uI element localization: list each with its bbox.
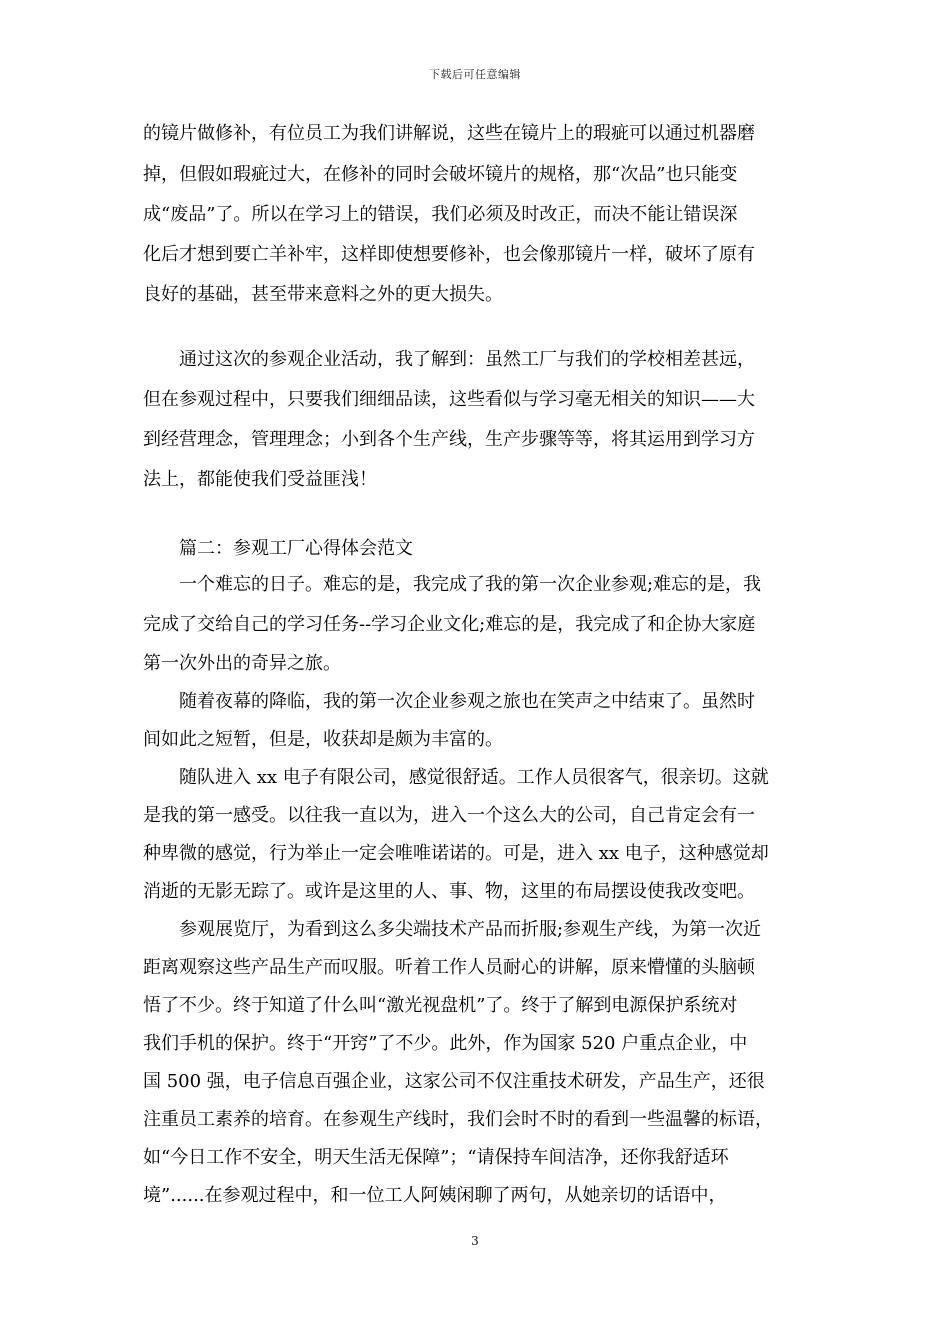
text-line: 通过这次的参观企业活动，我了解到：虽然工厂与我们的学校相差甚远，: [179, 349, 755, 370]
text-line: 但在参观过程中，只要我们细细品读，这些看似与学习毫无相关的知识——大: [143, 389, 755, 410]
text-line: 随着夜幕的降临，我的第一次企业参观之旅也在笑声之中结束了。虽然时: [179, 691, 755, 712]
text-line: 距离观察这些产品生产而叹服。听着工作人员耐心的讲解，原来懵懂的头脑顿: [143, 957, 755, 978]
page-number: 3: [471, 1234, 479, 1248]
text-line: 注重员工素养的培育。在参观生产线时，我们会时不时的看到一些温馨的标语，: [143, 1109, 773, 1130]
text-line: 悟了不少。终于知道了什么叫“激光视盘机”了。终于了解到电源保护系统对: [143, 995, 738, 1016]
text-line: 法上，都能使我们受益匪浅！: [143, 469, 377, 490]
text-line: 掉，但假如瑕疵过大，在修补的同时会破坏镜片的规格，那“次品”也只能变: [143, 164, 738, 185]
text-line: 我们手机的保护。终于“开窍”了不少。此外，作为国家 520 户重点企业，中: [143, 1033, 748, 1054]
text-line: 间如此之短暂，但是，收获却是颇为丰富的。: [143, 729, 503, 750]
text-line: 成“废品”了。所以在学习上的错误，我们必须及时改正，而决不能让错误深: [143, 204, 738, 225]
text-line: 消逝的无影无踪了。或许是这里的人、事、物，这里的布局摆设使我改变吧。: [143, 881, 755, 902]
section-heading: 篇二：参观工厂心得体会范文: [179, 538, 413, 559]
text-line: 如“今日工作不安全，明天生活无保障”；“请保持车间洁净，还你我舒适环: [143, 1147, 729, 1168]
text-line: 良好的基础，甚至带来意料之外的更大损失。: [143, 284, 503, 305]
text-line: 完成了交给自己的学习任务--学习企业文化;难忘的是，我完成了和企协大家庭: [143, 614, 756, 635]
text-line: 的镜片做修补，有位员工为我们讲解说，这些在镜片上的瑕疵可以通过机器磨: [143, 123, 755, 144]
text-line: 参观展览厅，为看到这么多尖端技术产品而折服;参观生产线，为第一次近: [179, 919, 762, 940]
text-line: 种卑微的感觉，行为举止一定会唯唯诺诺的。可是，进入 xx 电子，这种感觉却: [143, 843, 769, 864]
text-line: 到经营理念，管理理念；小到各个生产线，生产步骤等等，将其运用到学习方: [143, 429, 755, 450]
text-line: 国 500 强，电子信息百强企业，这家公司不仅注重技术研发，产品生产，还很: [143, 1071, 765, 1092]
text-line: 是我的第一感受。以往我一直以为，进入一个这么大的公司，自己肯定会有一: [143, 805, 755, 826]
text-line: 一个难忘的日子。难忘的是，我完成了我的第一次企业参观;难忘的是，我: [179, 574, 762, 595]
text-line: 随队进入 xx 电子有限公司，感觉很舒适。工作人员很客气，很亲切。这就: [179, 767, 769, 788]
text-line: 第一次外出的奇异之旅。: [143, 653, 341, 674]
page-header: 下载后可任意编辑: [429, 68, 521, 81]
text-line: 境”......在参观过程中，和一位工人阿姨闲聊了两句，从她亲切的话语中，: [143, 1185, 727, 1206]
text-line: 化后才想到要亡羊补牢，这样即使想要修补，也会像那镜片一样，破坏了原有: [143, 244, 755, 265]
